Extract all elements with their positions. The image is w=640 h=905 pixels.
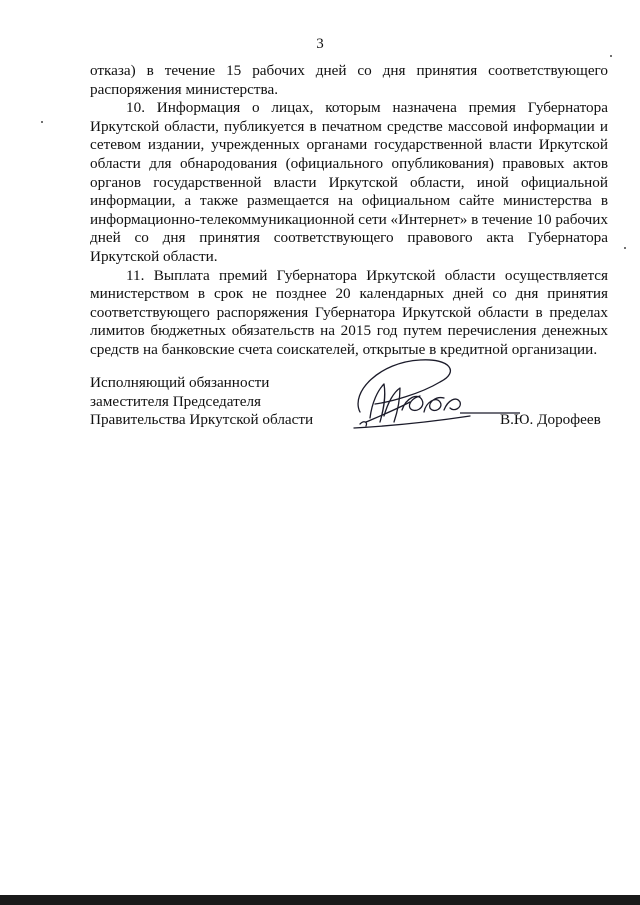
position-line-3: Правительства Иркутской области — [90, 411, 314, 429]
position-line-2: заместителя Председателя — [90, 392, 262, 410]
paragraph-continuation: отказа) в течение 15 рабочих дней со дня принятия соответствующего распоряжения министерства. — [90, 62, 608, 98]
scan-speck — [624, 247, 626, 249]
paragraph-10: 10. Информация о лицах, которым назначена премия Губернатора Иркутской области, публикуется в печатном средстве массовой информации и сетевом издании, учрежденных органами государственной власти Иркутской области для обнародования (официального опубликования) правовых актов органов государственной власти Иркутской области, иной официальной информации, а также размещается на официальном сайте министерства в информационно-телекоммуникационной сети «Интернет» в течение 10 рабочих дней со дня принятия соответствующего правового акта Губернатора Иркутской области. — [90, 99, 608, 265]
signatory-position — [90, 374, 313, 430]
document-body — [90, 62, 608, 360]
position-line-1: Исполняющий обязанности — [90, 374, 270, 391]
scan-speck — [41, 121, 43, 123]
scan-bottom-edge — [0, 895, 640, 905]
signer-name: В.Ю. Дорофеев — [500, 411, 601, 428]
handwritten-signature — [340, 352, 520, 442]
page-number: 3 — [316, 36, 324, 52]
paragraph-11: 11. Выплата премий Губернатора Иркутской области осуществляется министерством в срок не позднее 20 календарных дней со дня принятия соответствующего распоряжения Губернатора Иркутской области в пределах лимитов бюджетных обязательств на 2015 год путем перечисления денежных средств на банковские счета соискателей, открытые в кредитной организации. — [90, 266, 608, 358]
scan-speck — [610, 55, 612, 57]
